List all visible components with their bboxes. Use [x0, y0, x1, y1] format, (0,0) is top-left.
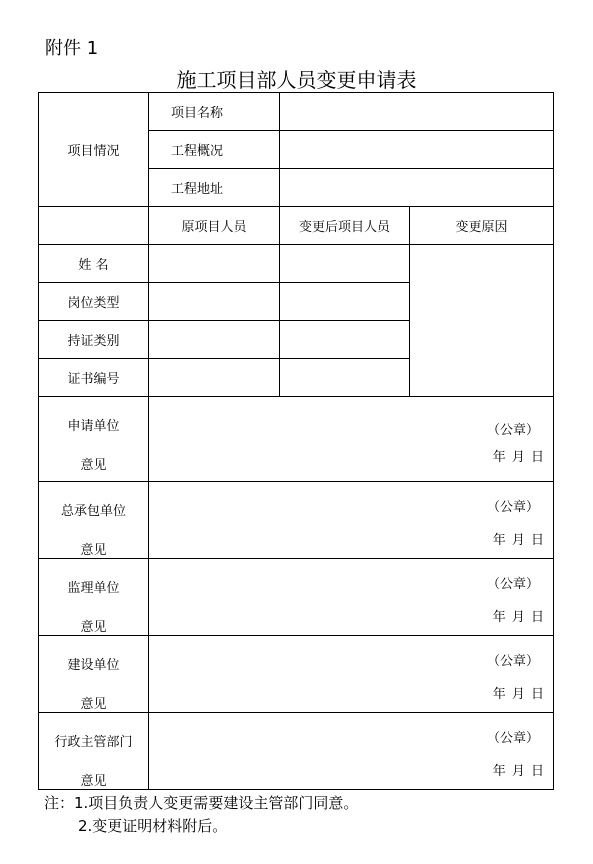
supervisor-opinion-field[interactable]: [149, 559, 554, 636]
official-seal-text: （公章）: [486, 577, 539, 592]
project-row: [39, 93, 554, 131]
personnel-row: [39, 245, 554, 283]
project-overview-field[interactable]: [280, 131, 554, 169]
opinion-label-line2: 意见: [80, 458, 107, 473]
changed-certificate-number-field[interactable]: [280, 359, 410, 397]
owner-opinion-field[interactable]: [149, 636, 554, 713]
opinion-row: [39, 482, 554, 559]
opinion-label-line2: 意见: [80, 697, 107, 712]
owner-opinion-label: [39, 636, 149, 713]
project-info-label: 项目情况: [39, 93, 149, 207]
opinion-label-line1: 监理单位: [67, 581, 120, 596]
change-reason-header: 变更原因: [410, 207, 554, 245]
opinion-row: [39, 636, 554, 713]
opinion-row: [39, 559, 554, 636]
applicant-opinion-label: [39, 397, 149, 482]
change-request-form: [38, 92, 554, 790]
official-seal-text: （公章）: [486, 423, 539, 438]
note-line-2: 2.变更证明材料附后。: [78, 817, 228, 835]
supervisor-opinion-label: [39, 559, 149, 636]
opinion-row: [39, 397, 554, 482]
certificate-type-label: 持证类别: [39, 321, 149, 359]
name-label: 姓 名: [39, 245, 149, 283]
date-text: 年 月 日: [492, 764, 545, 779]
opinion-label-line2: 意见: [80, 620, 107, 635]
note-line-1: 注：1.项目负责人变更需要建设主管部门同意。: [44, 794, 359, 812]
project-name-label: 项目名称: [149, 93, 280, 131]
opinion-label-line1: 行政主管部门: [54, 735, 133, 750]
form-notes: [44, 792, 358, 838]
date-text: 年 月 日: [492, 687, 545, 702]
applicant-opinion-field[interactable]: [149, 397, 554, 482]
original-certificate-type-field[interactable]: [149, 321, 280, 359]
official-seal-text: （公章）: [486, 654, 539, 669]
project-name-field[interactable]: [280, 93, 554, 131]
original-name-field[interactable]: [149, 245, 280, 283]
opinion-label-line1: 申请单位: [67, 419, 120, 434]
position-type-label: 岗位类型: [39, 283, 149, 321]
project-address-label: 工程地址: [149, 169, 280, 207]
original-position-field[interactable]: [149, 283, 280, 321]
date-text: 年 月 日: [492, 533, 545, 548]
personnel-header-blank: [39, 207, 149, 245]
opinion-label-line1: 建设单位: [67, 658, 120, 673]
changed-name-field[interactable]: [280, 245, 410, 283]
authority-opinion-label: [39, 713, 149, 790]
date-text: 年 月 日: [492, 610, 545, 625]
opinion-label-line2: 意见: [80, 543, 107, 558]
personnel-header-row: [39, 207, 554, 245]
change-reason-field[interactable]: [410, 245, 554, 397]
opinion-row: [39, 713, 554, 790]
changed-position-field[interactable]: [280, 283, 410, 321]
opinion-label-line2: 意见: [80, 774, 107, 789]
project-overview-label: 工程概况: [149, 131, 280, 169]
general-contractor-opinion-field[interactable]: [149, 482, 554, 559]
original-personnel-header: 原项目人员: [149, 207, 280, 245]
attachment-label: 附件 1: [45, 38, 99, 59]
authority-opinion-field[interactable]: [149, 713, 554, 790]
official-seal-text: （公章）: [486, 731, 539, 746]
changed-personnel-header: 变更后项目人员: [280, 207, 410, 245]
form-title: 施工项目部人员变更申请表: [176, 68, 417, 92]
project-address-field[interactable]: [280, 169, 554, 207]
opinion-label-line1: 总承包单位: [60, 504, 126, 519]
original-certificate-number-field[interactable]: [149, 359, 280, 397]
certificate-number-label: 证书编号: [39, 359, 149, 397]
date-text: 年 月 日: [492, 450, 545, 465]
general-contractor-opinion-label: [39, 482, 149, 559]
changed-certificate-type-field[interactable]: [280, 321, 410, 359]
official-seal-text: （公章）: [486, 500, 539, 515]
